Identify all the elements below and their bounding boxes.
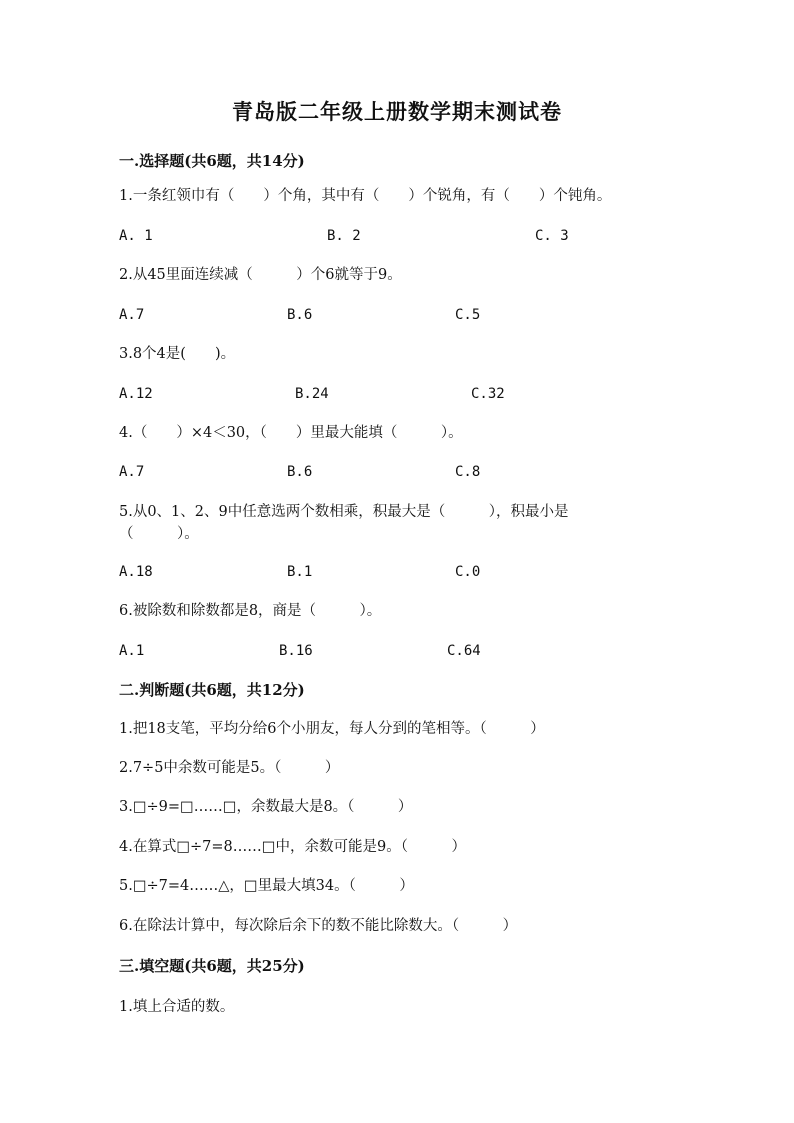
option-b: B.24: [295, 386, 329, 402]
question-1-6: 6.被除数和除数都是8，商是（ ）。: [119, 603, 382, 619]
question-2-4: 4.在算式□÷7=8……□中，余数可能是9。（ ）: [119, 839, 466, 855]
option-c: C.32: [471, 386, 505, 402]
option-c: C.0: [455, 564, 481, 580]
option-a: A.1: [119, 643, 145, 659]
option-c: C.8: [455, 464, 481, 480]
option-a: A.7: [119, 464, 145, 480]
option-c: C.64: [447, 643, 481, 659]
option-a: A.12: [119, 386, 153, 402]
question-1-1: 1.一条红领巾有（ ）个角，其中有（ ）个锐角，有（ ）个钝角。: [119, 188, 612, 204]
question-2-5: 5.□÷7=4……△，□里最大填34。（ ）: [119, 878, 414, 894]
option-c: C.5: [455, 307, 481, 323]
option-b: B.1: [287, 564, 313, 580]
option-a: A.7: [119, 307, 145, 323]
question-3-1: 1.填上合适的数。: [119, 999, 235, 1015]
section-heading-judgement: 二.判断题(共6题，共12分): [119, 681, 305, 699]
question-2-3: 3.□÷9=□……□，余数最大是8。（ ）: [119, 799, 413, 815]
option-c: C. 3: [535, 228, 569, 244]
question-1-4: 4.（ ）×4＜30，（ ）里最大能填（ ）。: [119, 425, 463, 441]
section-heading-choice: 一.选择题(共6题，共14分): [119, 152, 305, 170]
page-title: 青岛版二年级上册数学期末测试卷: [232, 99, 562, 124]
question-2-6: 6.在除法计算中，每次除后余下的数不能比除数大。（ ）: [119, 918, 518, 934]
option-b: B.6: [287, 464, 313, 480]
option-b: B.16: [279, 643, 313, 659]
option-a: A.18: [119, 564, 153, 580]
question-2-2: 2.7÷5中余数可能是5。（ ）: [119, 760, 340, 776]
option-a: A. 1: [119, 228, 153, 244]
section-heading-fill-in: 三.填空题(共6题，共25分): [119, 957, 305, 975]
question-1-2: 2.从45里面连续减（ ）个6就等于9。: [119, 267, 402, 283]
question-1-3: 3.8个4是( )。: [119, 346, 236, 362]
question-1-5: 5.从0、1、2、9中任意选两个数相乘，积最大是（ ），积最小是（ ）。: [119, 504, 569, 542]
question-2-1: 1.把18支笔，平均分给6个小朋友，每人分到的笔相等。（ ）: [119, 721, 545, 737]
option-b: B. 2: [327, 228, 361, 244]
option-b: B.6: [287, 307, 313, 323]
